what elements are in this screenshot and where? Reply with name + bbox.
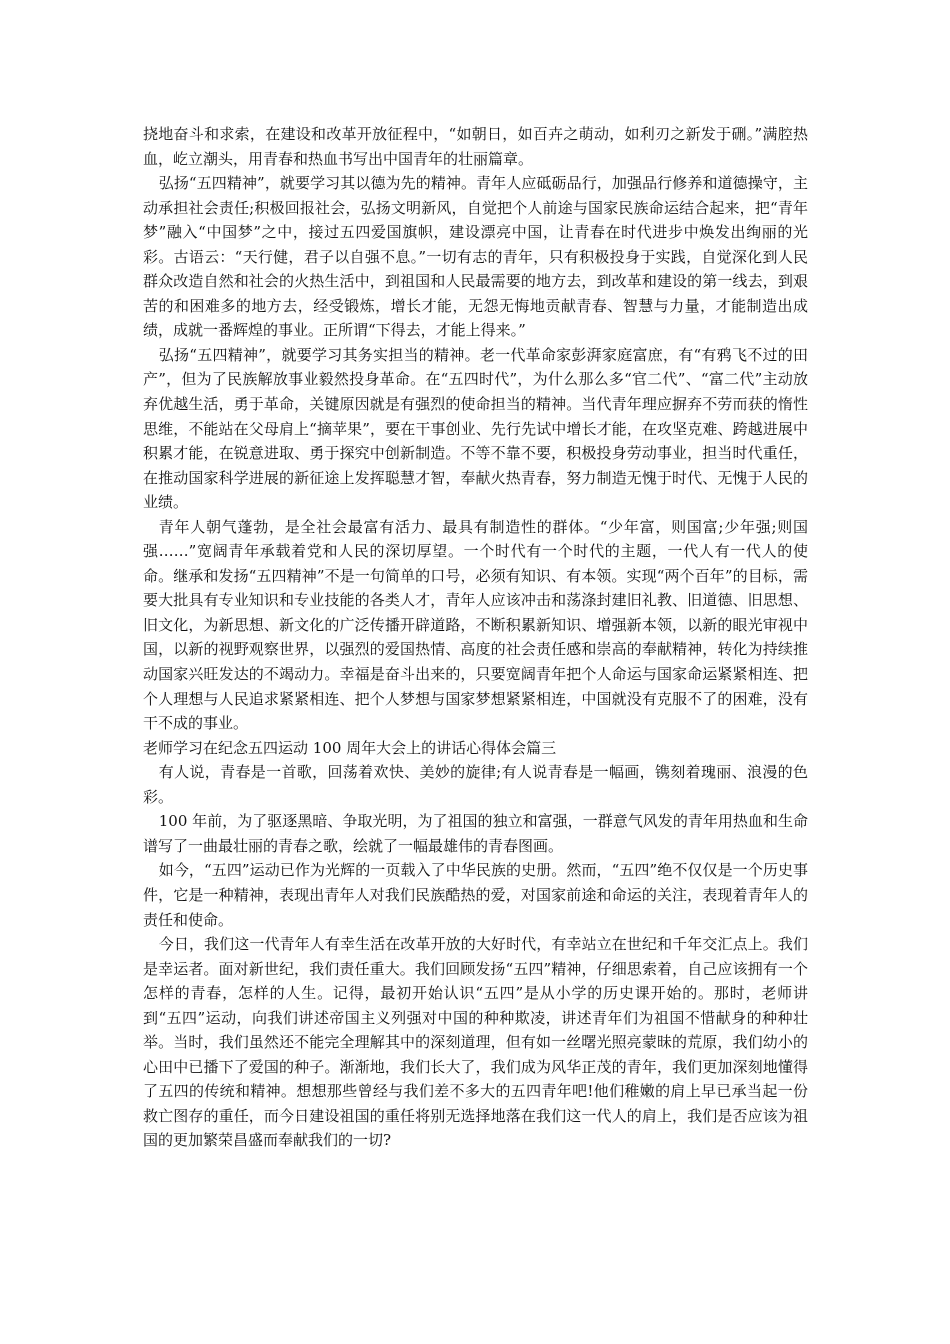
paragraph-youth-vitality: 青年人朝气蓬勃，是全社会最富有活力、最具有制造性的群体。“少年富，则国富;少年强;则国强……”宽阔青年承载着党和人民的深切厚望。一个时代有一个时代的主题，一代人有一代人的使命。继承和发扬“五四精神”不是一句简单的口号，必须有知识、有本领。实现“两个百年”的目标，需要大批具有专业知识和专业技能的各类人才，青年人应该冲击和荡涤封建旧礼教、旧道德、旧思想、旧文化，为新思想、新文化的广泛传播开辟道路，不断积累新知识、增强新本领，以新的眼光审视中国，以新的视野观察世界，以强烈的爱国热情、高度的社会责任感和崇高的奉献精神，转化为持续推动国家兴旺发达的不竭动力。幸福是奋斗出来的，只要宽阔青年把个人命运与国家命运紧紧相连、把个人理想与人民追求紧紧相连、把个人梦想与国家梦想紧紧相连，中国就没有克服不了的困难，没有干不成的事业。: [143, 517, 808, 733]
paragraph-moral-spirit: 弘扬“五四精神”，就要学习其以德为先的精神。青年人应砥砺品行，加强品行修养和道德操守，主动承担社会责任;积极回报社会，弘扬文明新风，自觉把个人前途与国家民族命运结合起来，把“青年梦”融入“中国梦”之中，接过五四爱国旗帜，建设漂亮中国，让青春在时代进步中焕发出绚丽的光彩。古语云：“天行健，君子以自强不息。”一切有志的青年，只有积极投身于实践，自觉深化到人民群众改造自然和社会的火热生活中，到祖国和人民最需要的地方去，到改革和建设的第一线去，到艰苦的和困难多的地方去，经受锻炼，增长才能，无怨无悔地贡献青春、智慧与力量，才能制造出成绩，成就一番辉煌的事业。正所谓“下得去，才能上得来。”: [143, 174, 808, 340]
paragraph-hundred-years-ago: 100 年前，为了驱逐黑暗、争取光明，为了祖国的独立和富强，一群意气风发的青年用热血和生命谱写了一曲最壮丽的青春之歌，绘就了一幅最雄伟的青春图画。: [143, 812, 808, 855]
paragraph-today: 今日，我们这一代青年人有幸生活在改革开放的大好时代，有幸站立在世纪和千年交汇点上。我们是幸运者。面对新世纪，我们责任重大。我们回顾发扬“五四”精神，仔细思索着，自己应该拥有一个怎样的青春，怎样的人生。记得，最初开始认识“五四”是从小学的历史课开始的。那时，老师讲到“五四”运动，向我们讲述帝国主义列强对中国的种种欺凌，讲述青年们为祖国不惜献身的种种壮举。当时，我们虽然还不能完全理解其中的深刻道理，但有如一丝曙光照亮蒙昧的荒原，我们幼小的心田中已播下了爱国的种子。渐渐地，我们长大了，我们成为风华正茂的青年，我们更加深刻地懂得了五四的传统和精神。想想那些曾经与我们差不多大的五四青年吧!他们稚嫩的肩上早已承当起一份救亡图存的重任，而今日建设祖国的重任将别无选择地落在我们这一代人的肩上，我们是否应该为祖国的更加繁荣昌盛而奉献我们的一切?: [143, 935, 808, 1150]
document-body: [143, 122, 808, 1153]
paragraph-youth-song: 有人说，青春是一首歌，回荡着欢快、美妙的旋律;有人说青春是一幅画，镌刻着瑰丽、浪漫的色彩。: [143, 763, 808, 806]
paragraph-continuation: 挠地奋斗和求索，在建设和改革开放征程中，“如朝日，如百卉之萌动，如利刃之新发于硎。”满腔热血，屹立潮头，用青春和热血书写出中国青年的壮丽篇章。: [143, 125, 808, 168]
paragraph-pragmatic-spirit: 弘扬“五四精神”，就要学习其务实担当的精神。老一代革命家彭湃家庭富庶，有“有鸦飞不过的田产”，但为了民族解放事业毅然投身革命。在“五四时代”，为什么那么多“官二代”、“富二代”主动放弃优越生活，勇于革命，关键原因就是有强烈的使命担当的精神。当代青年理应摒弃不劳而获的惰性思维，不能站在父母肩上“摘苹果”，要在干事创业、先行先试中增长才能，在攻坚克难、跨越进展中积累才能，在锐意进取、勇于探究中创新制造。不等不靠不要，积极投身劳动事业，担当时代重任，在推动国家科学进展的新征途上发挥聪慧才智，奉献火热青春，努力制造无愧于时代、无愧于人民的业绩。: [143, 345, 808, 512]
section-heading: 老师学习在纪念五四运动 100 周年大会上的讲话心得体会篇三: [143, 738, 557, 757]
paragraph-may-fourth-history: 如今，“五四”运动已作为光辉的一页载入了中华民族的史册。然而，“五四”绝不仅仅是一个历史事件，它是一种精神，表现出青年人对我们民族酷热的爱，对国家前途和命运的关注，表现着青年人的责任和使命。: [143, 861, 808, 929]
